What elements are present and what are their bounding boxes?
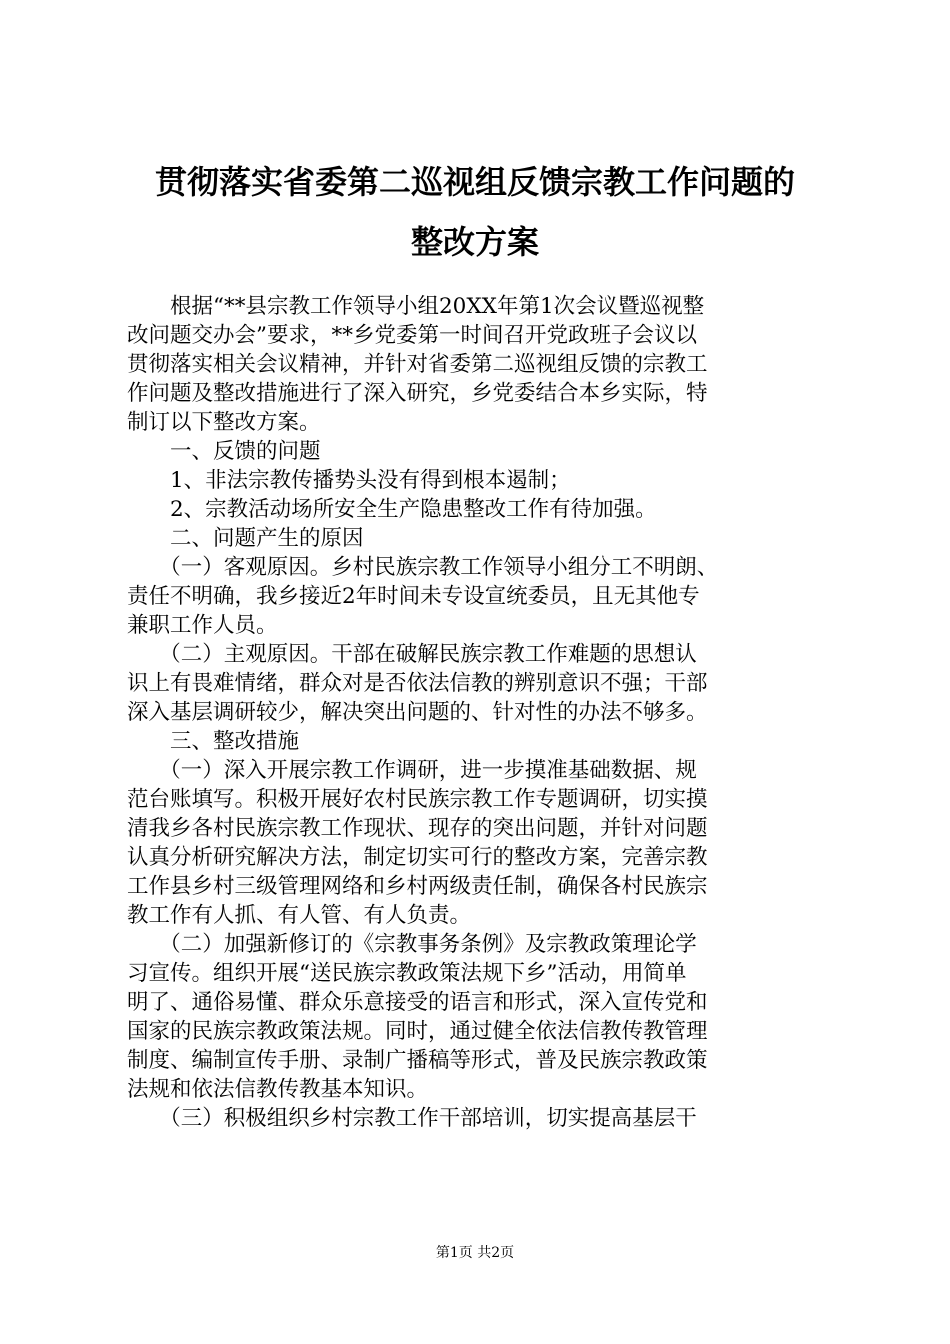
- body-text-line: 教工作有人抓、有人管、有人负责。: [127, 903, 472, 928]
- body-text-line: 工作县乡村三级管理网络和乡村两级责任制，确保各村民族宗: [127, 874, 708, 899]
- body-text-line: 明了、通俗易懂、群众乐意接受的语言和形式，深入宣传党和: [127, 990, 708, 1015]
- body-text-line: 法规和依法信教传教基本知识。: [127, 1077, 429, 1102]
- body-text-line: （一）深入开展宗教工作调研，进一步摸准基础数据、规: [127, 758, 697, 783]
- body-text-line: 范台账填写。积极开展好农村民族宗教工作专题调研，切实摸: [127, 787, 708, 812]
- body-text-line: 认真分析研究解决方法，制定切实可行的整改方案，完善宗教: [127, 845, 708, 870]
- body-text-line: （一）客观原因。乡村民族宗教工作领导小组分工不明朗、: [127, 555, 719, 580]
- body-text-line: 清我乡各村民族宗教工作现状、现存的突出问题，并针对问题: [127, 816, 708, 841]
- body-text-line: 贯彻落实相关会议精神，并针对省委第二巡视组反馈的宗教工: [127, 352, 708, 377]
- body-text-line: 责任不明确，我乡接近2年时间未专设宣统委员，且无其他专: [127, 584, 700, 609]
- body-text-line: 制度、编制宣传手册、录制广播稿等形式，普及民族宗教政策: [127, 1048, 708, 1073]
- body-text-line: 作问题及整改措施进行了深入研究，乡党委结合本乡实际，特: [127, 381, 708, 406]
- body-text-line: 国家的民族宗教政策法规。同时，通过健全依法信教传教管理: [127, 1019, 708, 1044]
- body-text-line: 一、反馈的问题: [127, 439, 321, 464]
- page-footer: 第1页 共2页: [435, 1245, 515, 1261]
- body-text-line: 兼职工作人员。: [127, 613, 278, 638]
- body-text-line: 习宣传。组织开展“送民族宗教政策法规下乡”活动，用简单: [127, 961, 687, 986]
- body-text-line: （三）积极组织乡村宗教工作干部培训，切实提高基层干: [127, 1106, 697, 1131]
- body-text-line: 2、宗教活动场所安全生产隐患整改工作有待加强。: [127, 497, 657, 522]
- body-text-line: 根据“**县宗教工作领导小组20XX年第1次会议暨巡视整: [127, 294, 705, 319]
- body-text-line: （二）加强新修订的《宗教事务条例》及宗教政策理论学: [127, 932, 697, 957]
- body-text-line: （二）主观原因。干部在破解民族宗教工作难题的思想认: [127, 642, 697, 667]
- body-text-line: 改问题交办会”要求，**乡党委第一时间召开党政班子会议以: [127, 323, 697, 348]
- body-text-line: 制订以下整改方案。: [127, 410, 321, 435]
- document-title-line-1: 贯彻落实省委第二巡视组反馈宗教工作问题的: [154, 163, 795, 201]
- body-text-line: 三、整改措施: [127, 729, 300, 754]
- document-body: [127, 292, 827, 1133]
- body-text-line: 深入基层调研较少，解决突出问题的、针对性的办法不够多。: [127, 700, 708, 725]
- document-title-line-2: 整改方案: [410, 223, 539, 261]
- body-text-line: 二、问题产生的原因: [127, 526, 364, 551]
- body-text-line: 识上有畏难情绪，群众对是否依法信教的辨别意识不强；干部: [127, 671, 708, 696]
- body-text-line: 1、非法宗教传播势头没有得到根本遏制；: [127, 468, 571, 493]
